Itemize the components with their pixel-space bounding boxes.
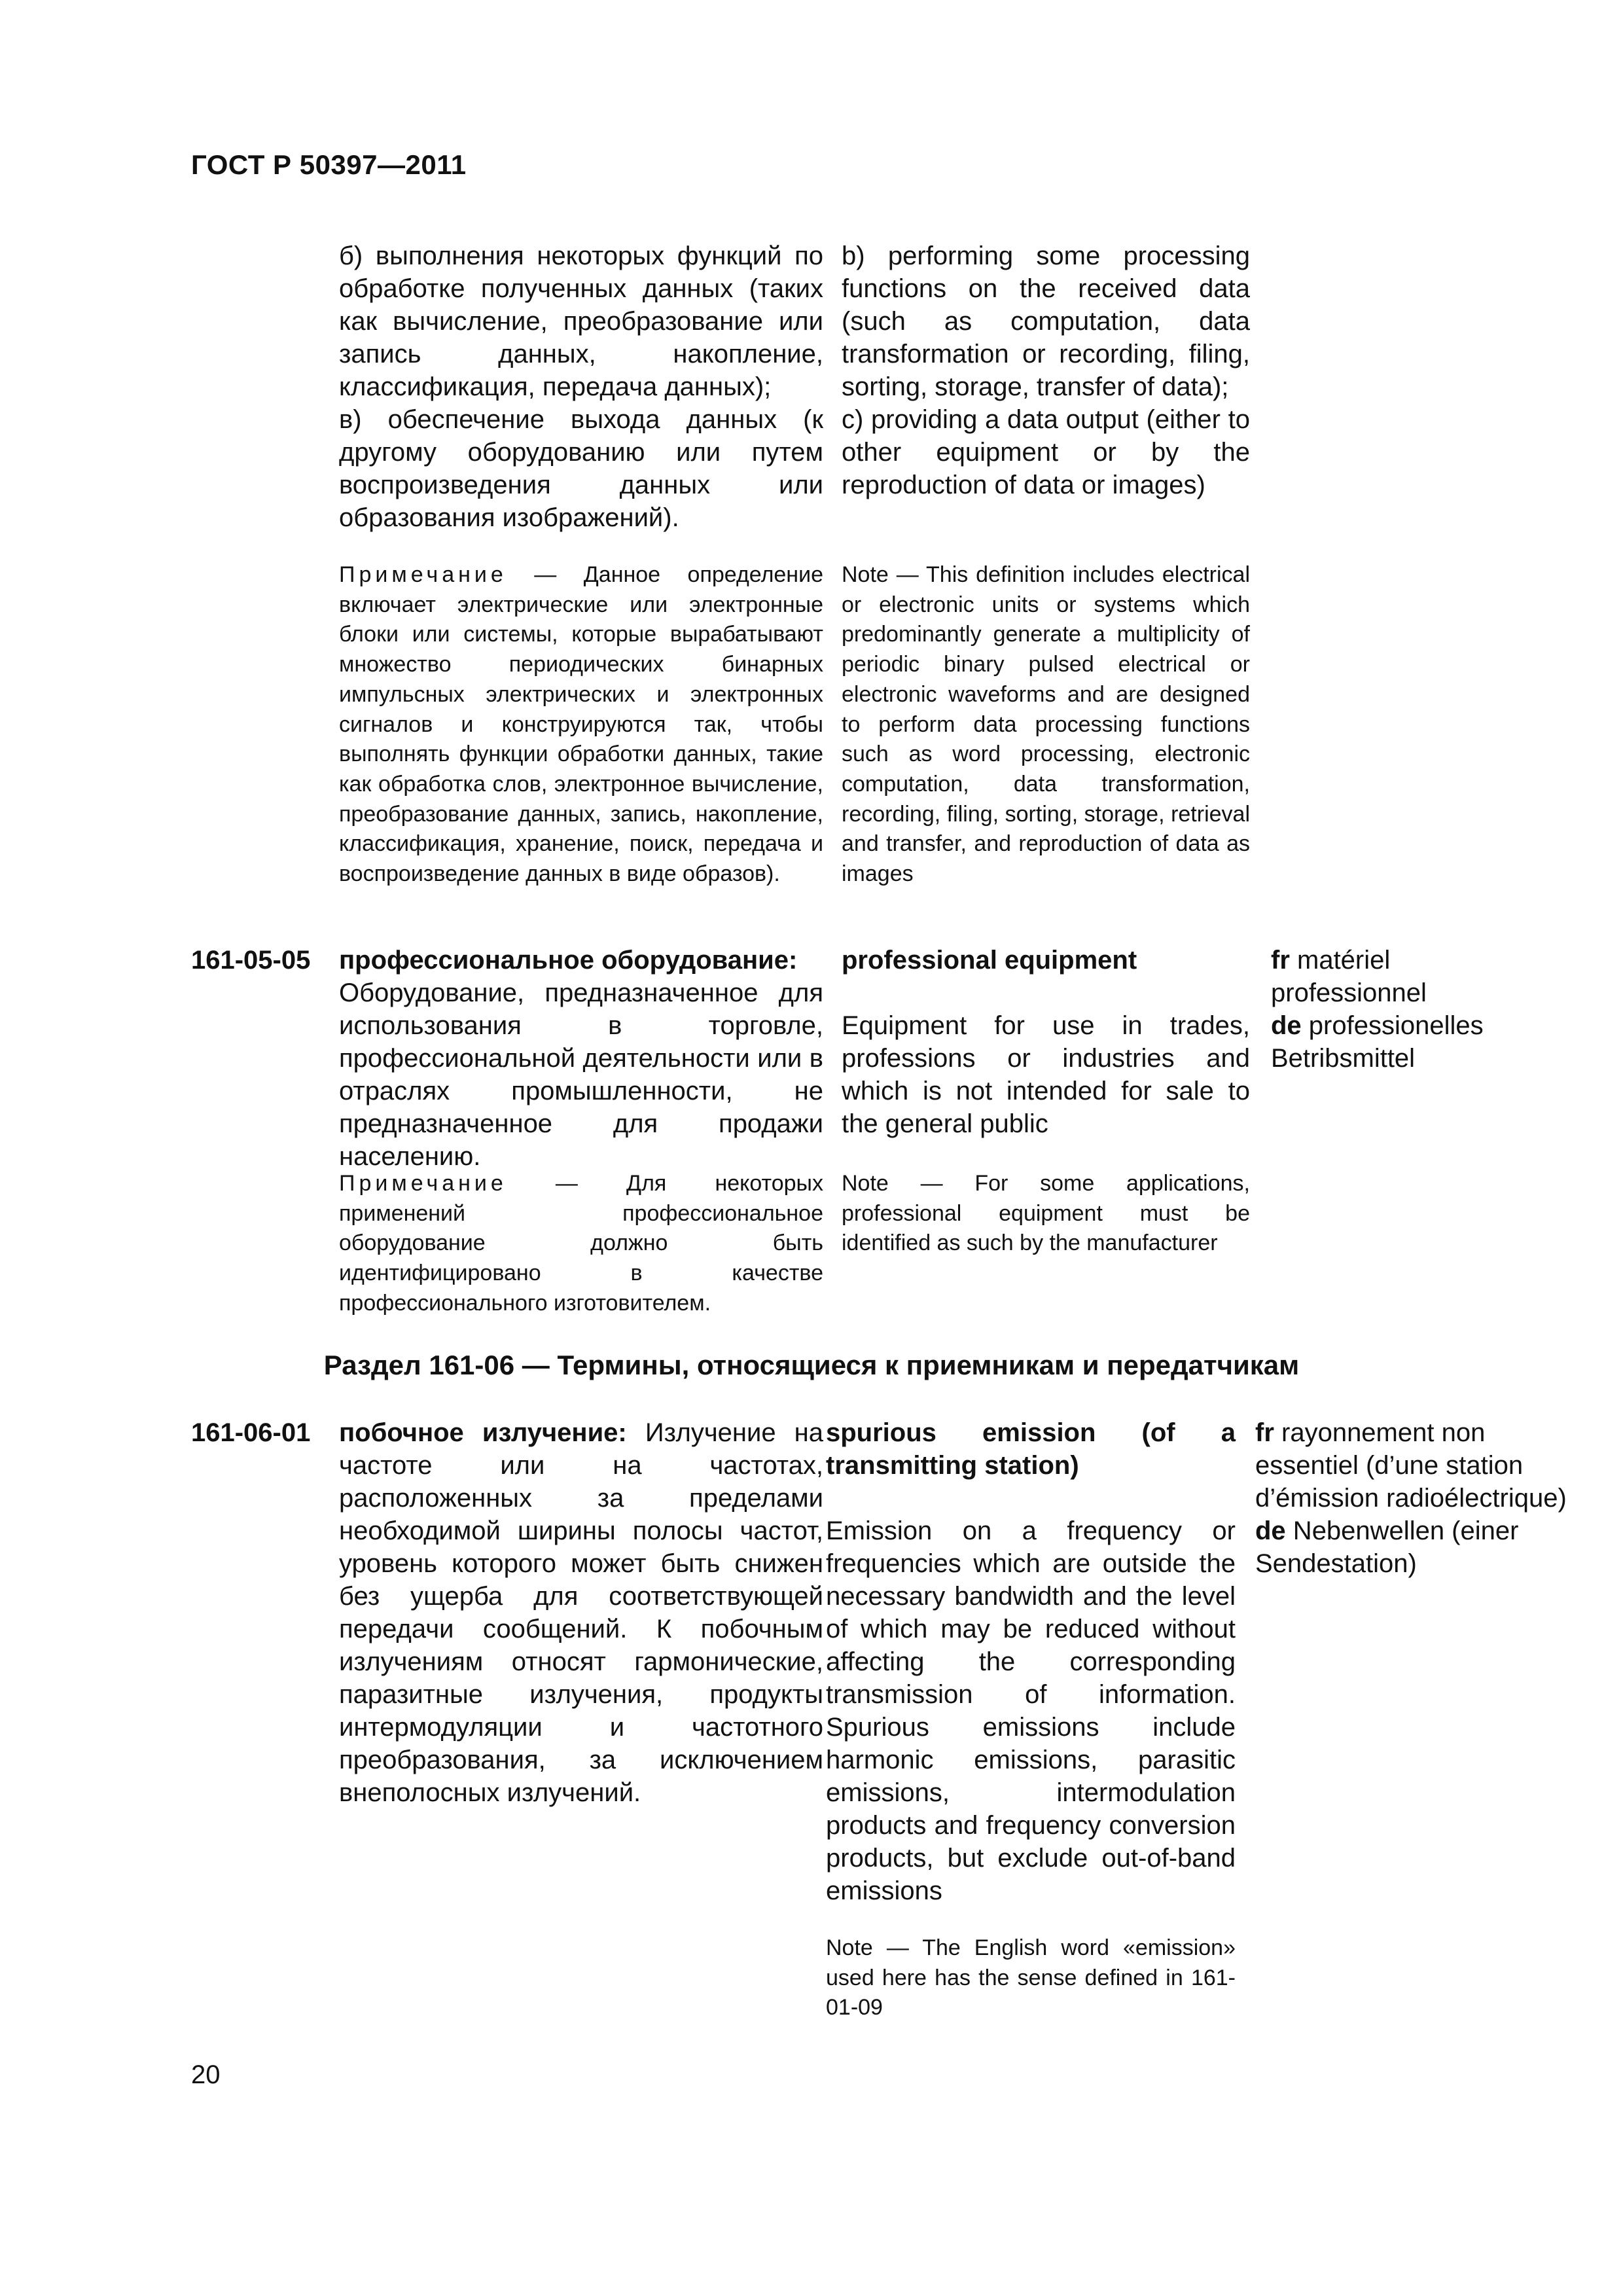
en-term: professional equipment: [842, 946, 1137, 975]
fr-code: fr: [1271, 946, 1290, 975]
de-term: professionelles Betribsmittel: [1271, 1011, 1484, 1073]
en-note-block: [842, 560, 1250, 889]
entry-number: 161-05-05: [191, 946, 311, 975]
ru-term: профессиональное оборудование:: [339, 946, 798, 975]
foreign-terms: [1255, 1416, 1569, 1580]
ru-items-block: [339, 240, 823, 534]
entry-number: 161-06-01: [191, 1418, 311, 1447]
en-item-c: c) providing a data output (either to other equipment or by the reproduction of data or images): [842, 405, 1250, 499]
de-term: Nebenwellen (einer Sendestation): [1255, 1516, 1519, 1578]
ru-def-text: Излучение на частоте или на частотах, расположенных за пределами необходимой ширины полосы частот, уровень которого может быть снижен без ущерба для соответствующей передачи сообщений. К побочным излучениям относят гармонические, паразитные излучения, продукты интермодуляции и частотного преобразования, за исключением внеполосных излучений.: [339, 1418, 823, 1807]
en-definition: [842, 944, 1250, 1140]
ru-note-label: Примечание: [339, 1171, 507, 1196]
en-def-text: Emission on a frequency or frequencies which are outside the necessary bandwidth and the level of which may be reduced without affecting the corresponding transmission of information. Spurious emissions include harmonic emissions, parasitic emissions, intermodulation products and frequency conversion products, but exclude out-of-band emissions: [826, 1516, 1236, 1905]
ru-item-b: б) выполнения некоторых функций по обработке полученных данных (таких как вычисление, преобразование или запись данных, накопление, классификация, передача данных);: [339, 242, 823, 401]
en-def-text: Equipment for use in trades, professions or industries and which is not intended for sale to the general public: [842, 1011, 1250, 1138]
ru-term: побочное излучение:: [339, 1418, 627, 1447]
ru-item-v: в) обеспечение выхода данных (к другому оборудованию или путем воспроизведения данных или образования изображений).: [339, 405, 823, 532]
document-code: ГОСТ Р 50397—2011: [191, 149, 467, 180]
en-note-text: Note — This definition includes electrical or electronic units or systems which predominantly generate a multiplicity of periodic binary pulsed electrical or electronic waveforms and are designed to perform data processing functions such as word processing, electronic computation, data transformation, recording, filing, sorting, storage, retrieval and transfer, and reproduction of data as images: [842, 562, 1250, 887]
en-note-text: Note — The English word «emission» used here has the sense defined in 161-01-09: [826, 1935, 1236, 2020]
section-heading: Раздел 161-06 — Термины, относящиеся к приемникам и передатчикам: [323, 1350, 1300, 1380]
page-number: 20: [191, 2060, 221, 2089]
en-term: spurious emission (of a transmitting station): [826, 1418, 1236, 1480]
ru-def-text: Оборудование, предназначенное для использования в торговле, профессиональной деятельности или в отраслях промышленности, не предназначенное для продажи населению.: [339, 978, 823, 1171]
en-items-block: [842, 240, 1250, 501]
ru-note-block: [339, 1169, 823, 1319]
foreign-terms: [1271, 944, 1546, 1075]
de-code: de: [1255, 1516, 1286, 1545]
en-note-text: Note — For some applications, professional equipment must be identified as such by the manufacturer: [842, 1171, 1250, 1256]
ru-definition: [339, 1416, 823, 1809]
ru-note-label: Примечание: [339, 562, 507, 587]
ru-note-text: — Для некоторых применений профессиональное оборудование должно быть идентифицировано в качестве профессионального изготовителем.: [339, 1171, 823, 1316]
en-definition: [826, 1416, 1236, 2023]
de-code: de: [1271, 1011, 1302, 1040]
en-note-block: [842, 1169, 1250, 1259]
en-item-b: b) performing some processing functions on the received data (such as computation, data transformation or recording, filing, sorting, storage, transfer of data);: [842, 242, 1250, 401]
fr-term: rayonnement non essentiel (d’une station d’émission radioélectrique): [1255, 1418, 1567, 1513]
fr-code: fr: [1255, 1418, 1274, 1447]
fr-term: matériel professionnel: [1271, 946, 1427, 1007]
ru-definition: [339, 944, 823, 1173]
ru-note-block: [339, 560, 823, 889]
ru-note-text: — Данное определение включает электрические или электронные блоки или системы, которые вырабатывают множество периодических бинарных импульсных электрических и электронных сигналов и конструируются так, чтобы выполнять функции обработки данных, такие как обработка слов, электронное вычисление, преобразование данных, запись, накопление, классификация, хранение, поиск, передача и воспроизведение данных в виде образов).: [339, 562, 823, 887]
